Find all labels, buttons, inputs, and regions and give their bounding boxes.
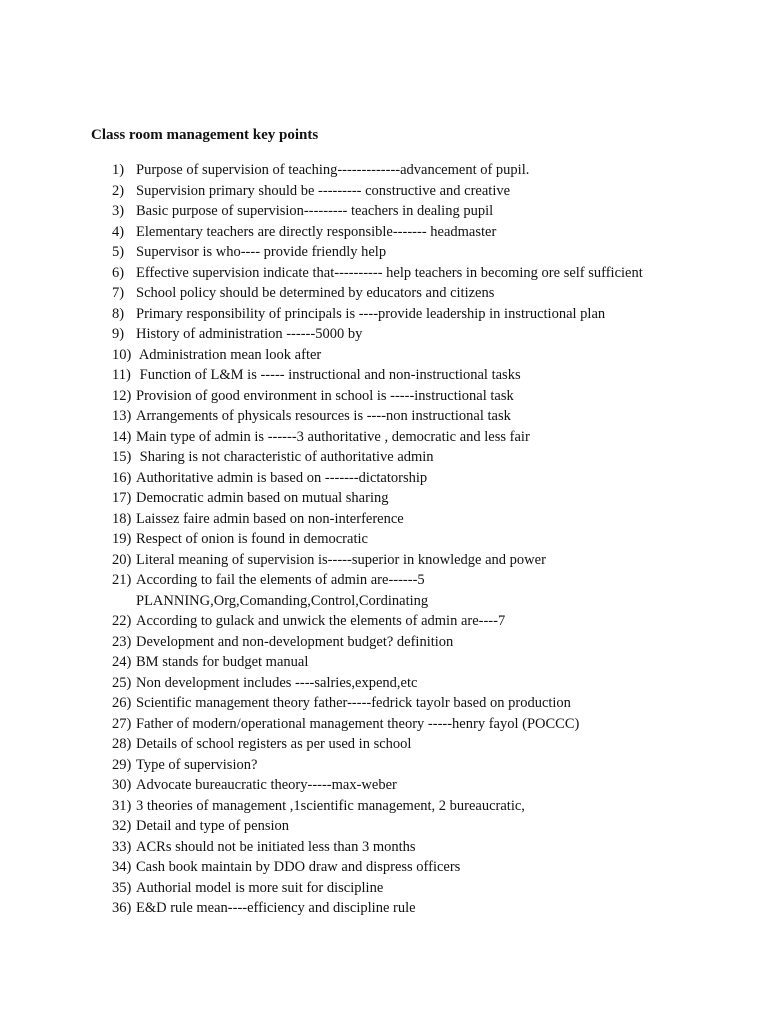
list-item-number: 3): [112, 203, 125, 219]
list-item-number: 8): [112, 305, 125, 322]
list-item-number: 25): [112, 674, 132, 691]
list-item-text: Father of modern/operational management theory -----henry fayol (POCCC): [136, 715, 580, 732]
list-item-text: Supervision primary should be --------- constructive and creative: [136, 182, 511, 199]
list-item-number: 20): [112, 551, 132, 568]
list-item-text: Details of school registers as per used in school: [136, 736, 412, 752]
list-item-number: 34): [112, 859, 132, 875]
list-item-number: 12): [112, 387, 132, 404]
list-item-number: 4): [112, 223, 125, 240]
list-item-number: 9): [112, 326, 125, 342]
list-item-text: Detail and type of pension: [136, 818, 290, 834]
list-item-text: Sharing is not characteristic of authoritative admin: [136, 449, 434, 465]
list-item-number: 29): [112, 756, 132, 773]
list-item-text: According to gulack and unwick the elements of admin are----7: [136, 613, 506, 629]
list-item-number: 11): [112, 367, 131, 383]
list-item-text: Respect of onion is found in democratic: [136, 531, 368, 547]
list-item-text: According to fail the elements of admin are------5 PLANNING,Org,Comanding,Control,Cordinating: [136, 572, 429, 609]
list-item-number: 22): [112, 613, 132, 629]
list-item-text: Cash book maintain by DDO draw and dispress officers: [136, 859, 461, 875]
list-item-number: 35): [112, 879, 132, 896]
list-item-text: 3 theories of management ,1scientific management, 2 bureaucratic,: [136, 797, 525, 814]
list-item-number: 7): [112, 285, 125, 301]
list-item-text: Purpose of supervision of teaching-------------advancement of pupil.: [136, 162, 530, 178]
list-item-text: ACRs should not be initiated less than 3 months: [136, 838, 416, 855]
list-item-text: Literal meaning of supervision is-----superior in knowledge and power: [136, 551, 546, 568]
list-item-text: BM stands for budget manual: [136, 654, 309, 670]
list-item-number: 5): [112, 244, 125, 260]
list-item-number: 27): [112, 715, 132, 732]
list-item-text: Non development includes ----salries,expend,etc: [136, 674, 418, 691]
list-item-text: History of administration ------5000 by: [136, 326, 363, 342]
list-item-text: Democratic admin based on mutual sharing: [136, 490, 389, 506]
list-item-number: 15): [112, 449, 132, 465]
document-title: Class room management key points: [91, 127, 319, 143]
list-item-number: 16): [112, 469, 132, 486]
list-item-number: 10): [112, 346, 132, 363]
list-item-text: Basic purpose of supervision--------- teachers in dealing pupil: [136, 203, 494, 219]
list-item-text: Development and non-development budget? definition: [136, 633, 454, 650]
list-item-number: 6): [112, 264, 125, 281]
list-item-text: School policy should be determined by educators and citizens: [136, 285, 495, 301]
list-item-text: Function of L&M is ----- instructional and non-instructional tasks: [136, 367, 521, 383]
list-item-text: Authoritative admin is based on -------dictatorship: [136, 469, 428, 486]
list-item-text: Arrangements of physicals resources is ----non instructional task: [136, 408, 511, 424]
list-item-text: Effective supervision indicate that---------- help teachers in becoming ore self sufficient: [136, 264, 643, 281]
list-item-text: Primary responsibility of principals is ----provide leadership in instructional plan: [136, 305, 606, 322]
list-item-number: 13): [112, 408, 132, 424]
list-item-number: 30): [112, 777, 132, 793]
list-item-text: Main type of admin is ------3 authoritative , democratic and less fair: [136, 428, 530, 445]
list-item-number: 24): [112, 654, 132, 670]
list-item-number: 2): [112, 182, 125, 199]
list-item-text: Elementary teachers are directly responsible------- headmaster: [136, 223, 497, 240]
list-item-text: Scientific management theory father-----fedrick tayolr based on production: [136, 695, 571, 711]
list-item-number: 21): [112, 572, 132, 588]
list-item-number: 17): [112, 490, 132, 506]
list-item-text: Type of supervision?: [136, 756, 258, 773]
list-item-text: Authorial model is more suit for discipline: [136, 879, 384, 896]
list-item-number: 32): [112, 818, 132, 834]
list-item-text: Provision of good environment in school is -----instructional task: [136, 387, 514, 404]
list-item-number: 23): [112, 633, 132, 650]
list-item-number: 28): [112, 736, 132, 752]
list-item-number: 14): [112, 428, 132, 445]
list-item-text: E&D rule mean----efficiency and discipline rule: [136, 900, 416, 916]
list-item-number: 31): [112, 797, 132, 814]
list-item-number: 18): [112, 510, 132, 527]
list-item-number: 19): [112, 531, 132, 547]
list-item-text: Supervisor is who---- provide friendly help: [136, 244, 387, 260]
list-item-number: 1): [112, 162, 125, 178]
list-item-text: Laissez faire admin based on non-interference: [136, 510, 404, 527]
list-item-number: 36): [112, 900, 132, 916]
list-item-number: 26): [112, 695, 132, 711]
list-item-number: 33): [112, 838, 132, 855]
list-item-text: Administration mean look after: [136, 346, 322, 363]
list-item-text: Advocate bureaucratic theory-----max-weber: [136, 777, 397, 793]
